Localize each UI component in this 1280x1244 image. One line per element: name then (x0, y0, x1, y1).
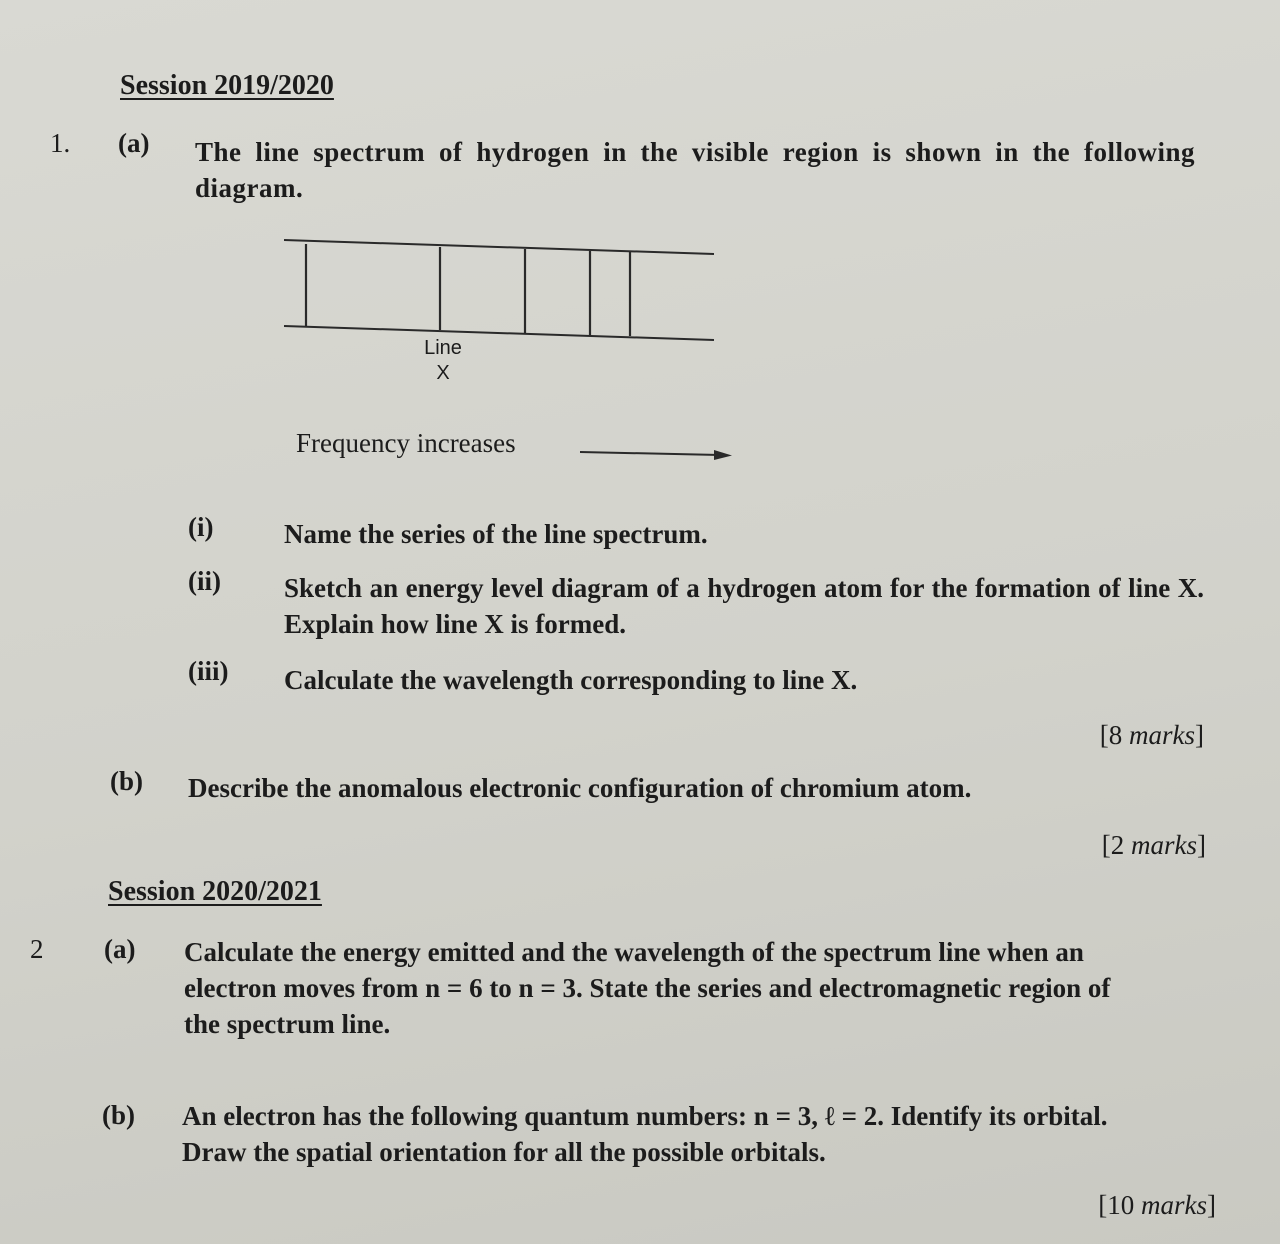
spectrum-top-border (284, 240, 714, 254)
frequency-label: Frequency increases (296, 428, 516, 458)
q1a-i-label: (i) (188, 512, 214, 542)
arrow-right-icon (580, 446, 736, 462)
q1b-marks-end: ] (1197, 830, 1206, 860)
q1a-iii-text: Calculate the wavelength corresponding to line X. (284, 665, 858, 695)
q1b-marks-word: marks (1131, 830, 1197, 860)
q2-marks-word: marks (1141, 1190, 1207, 1220)
q1a-marks-end: ] (1195, 720, 1204, 750)
q2-marks-num: [10 (1098, 1190, 1141, 1220)
q2-marks (1060, 1190, 1216, 1221)
question-1-number: 1. (50, 128, 71, 158)
q1a-i-text: Name the series of the line spectrum. (284, 519, 708, 549)
q2b-line2: Draw the spatial orientation for all the possible orbitals. (182, 1137, 826, 1167)
session-title-2019: Session 2019/2020 (120, 70, 334, 101)
q2a-label: (a) (104, 934, 136, 964)
session-title-2020: Session 2020/2021 (108, 876, 322, 907)
q1b-marks-num: [2 (1101, 830, 1131, 860)
q1a-marks-num: [8 (1099, 720, 1129, 750)
q2a-line2: electron moves from n = 6 to n = 3. State the series and electromagnetic region of (184, 973, 1111, 1003)
q1a-ii-label: (ii) (188, 566, 221, 596)
spectrum-svg (284, 238, 716, 342)
diagram-line-label: Line (424, 337, 462, 359)
hydrogen-spectrum-diagram (284, 238, 716, 342)
q1a-label: (a) (118, 128, 150, 158)
q1a-iii-label: (iii) (188, 656, 229, 686)
q2a-line3: the spectrum line. (184, 1009, 391, 1039)
diagram-line-name: X (436, 362, 450, 384)
q2b-line1: An electron has the following quantum numbers: n = 3, ℓ = 2. Identify its orbital. (182, 1101, 1108, 1131)
q2-marks-end: ] (1207, 1190, 1216, 1220)
q1a-ii-text: Sketch an energy level diagram of a hydrogen atom for the formation of line X. Explain how line X is formed. (284, 573, 1204, 639)
q1a-marks (1080, 720, 1204, 751)
q2b-label: (b) (102, 1100, 135, 1130)
q1a-text: The line spectrum of hydrogen in the visible region is shown in the following diagram. (195, 137, 1195, 203)
q1b-marks (1080, 830, 1206, 861)
question-2-number: 2 (30, 934, 44, 964)
q1b-label: (b) (110, 766, 143, 796)
q1a-marks-word: marks (1129, 720, 1195, 750)
q1b-text: Describe the anomalous electronic configuration of chromium atom. (188, 773, 972, 803)
spectrum-bottom-border (284, 326, 714, 340)
frequency-arrow (580, 446, 736, 462)
q2a-line1: Calculate the energy emitted and the wavelength of the spectrum line when an (184, 937, 1084, 967)
